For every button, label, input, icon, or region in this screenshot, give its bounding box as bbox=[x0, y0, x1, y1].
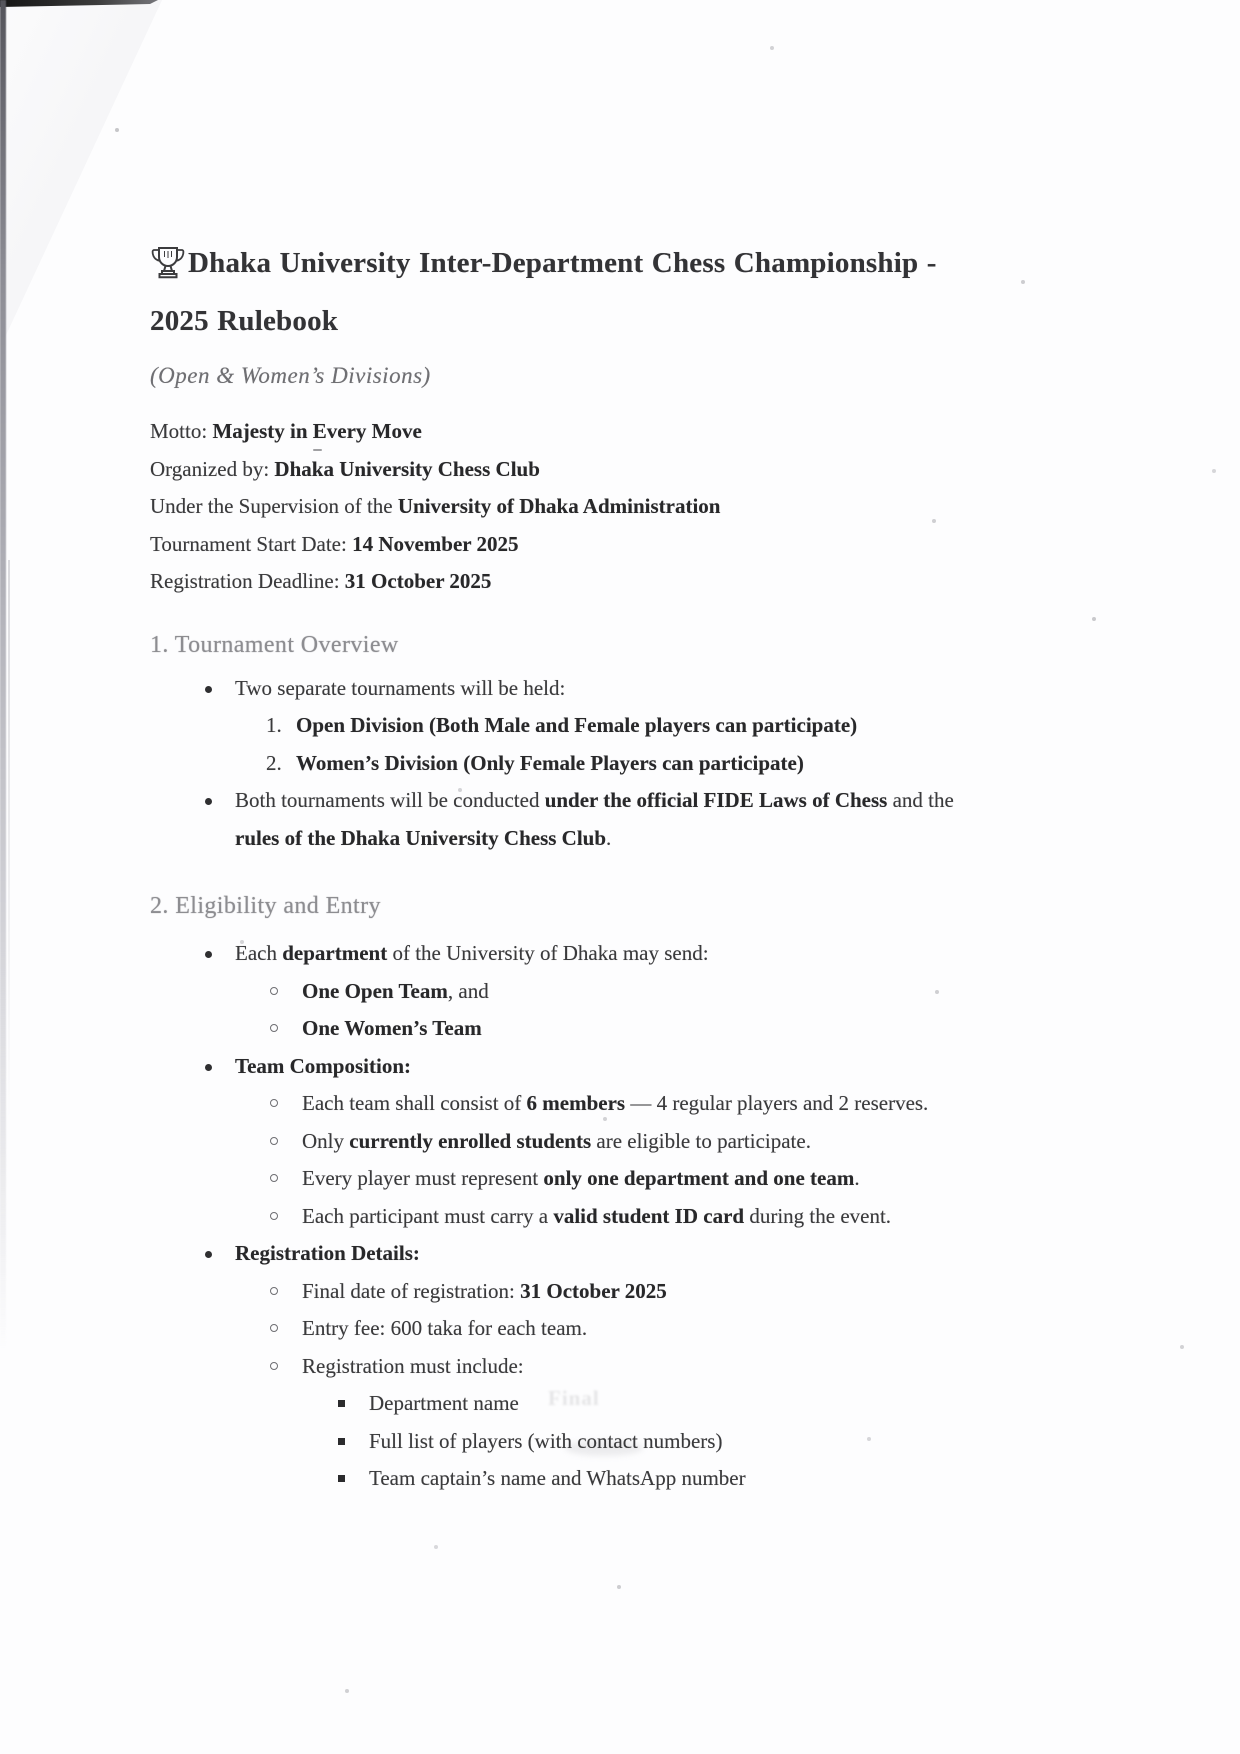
circle-bullet-icon bbox=[270, 1024, 278, 1032]
list-item bbox=[150, 1123, 1055, 1161]
list-item bbox=[150, 935, 1055, 973]
subtitle: (Open & Women’s Divisions) bbox=[150, 363, 431, 388]
list-item-text: One Open Team, and bbox=[302, 978, 489, 1003]
list-item bbox=[150, 1273, 1055, 1311]
list-item-text: Only currently enrolled students are eligible to participate. bbox=[302, 1128, 811, 1153]
title-line-2: 2025 Rulebook bbox=[150, 305, 339, 337]
list-item-text: Both tournaments will be conducted under the official FIDE Laws of Chess and the rules of the Dhaka University Chess Club. bbox=[235, 788, 954, 850]
list-item-text: Each department of the University of Dhaka may send: bbox=[235, 941, 709, 965]
list-item bbox=[150, 1198, 1055, 1236]
meta-line-motto: Motto: Majesty in Every Move bbox=[150, 419, 422, 443]
list-item bbox=[150, 782, 1055, 857]
list-item bbox=[150, 1235, 1055, 1273]
bullet-icon bbox=[205, 686, 212, 693]
square-bullet-icon bbox=[338, 1400, 345, 1407]
square-bullet-icon bbox=[338, 1475, 345, 1482]
circle-bullet-icon bbox=[270, 1174, 278, 1182]
bullet-icon bbox=[205, 798, 212, 805]
document-page bbox=[150, 234, 1055, 1498]
meta-block bbox=[150, 413, 1055, 601]
list-item-text: Team captain’s name and WhatsApp number bbox=[369, 1466, 746, 1490]
circle-bullet-icon bbox=[270, 1287, 278, 1295]
page-title bbox=[150, 234, 1055, 292]
bullet-icon bbox=[205, 1064, 212, 1071]
list-item bbox=[150, 1385, 1055, 1423]
list-item-text: Full list of players (with contact numbers) bbox=[369, 1428, 723, 1453]
list-item-text: Open Division (Both Male and Female players can participate) bbox=[296, 713, 858, 737]
number-marker: 2. bbox=[266, 750, 282, 775]
list-item-text: Each participant must carry a valid student ID card during the event. bbox=[302, 1203, 892, 1228]
list-item-text: Team Composition: bbox=[235, 1053, 411, 1078]
bullet-icon bbox=[205, 951, 212, 958]
bleed-through-text: Final bbox=[548, 1386, 600, 1410]
list-item-text: Every player must represent only one department and one team. bbox=[302, 1166, 860, 1190]
list-item-text: Each team shall consist of 6 members — 4 regular players and 2 reserves. bbox=[302, 1091, 929, 1115]
meta-line-deadline: Registration Deadline: 31 October 2025 bbox=[150, 569, 492, 593]
section-heading-eligibility-entry: 2. Eligibility and Entry bbox=[150, 893, 381, 919]
list-item bbox=[150, 1460, 1055, 1498]
list-item-text: Registration Details: bbox=[235, 1241, 420, 1265]
list-item bbox=[150, 1348, 1055, 1386]
list-item bbox=[150, 1048, 1055, 1086]
scan-left-line bbox=[8, 560, 10, 1120]
list-item bbox=[150, 707, 1055, 745]
section-heading-tournament-overview: 1. Tournament Overview bbox=[150, 631, 399, 658]
list-item-text: Final date of registration: 31 October 2025 bbox=[302, 1278, 667, 1303]
section-1-list bbox=[150, 670, 1055, 858]
list-item-text: Two separate tournaments will be held: bbox=[235, 675, 566, 700]
meta-line-organizer: Organized by: Dhaka University Chess Club bbox=[150, 456, 540, 481]
circle-bullet-icon bbox=[270, 1362, 278, 1370]
circle-bullet-icon bbox=[270, 1099, 278, 1107]
list-item-text: Women’s Division (Only Female Players can participate) bbox=[296, 750, 804, 775]
list-item bbox=[150, 973, 1055, 1011]
list-item bbox=[150, 1310, 1055, 1348]
list-item bbox=[150, 1423, 1055, 1461]
list-item bbox=[150, 1085, 1055, 1123]
trophy-icon bbox=[150, 245, 186, 279]
circle-bullet-icon bbox=[270, 1324, 278, 1332]
list-item-text: Registration must include: bbox=[302, 1353, 524, 1378]
list-item-text: Entry fee: 600 taka for each team. bbox=[302, 1316, 588, 1340]
list-item-text: Department name bbox=[369, 1391, 519, 1415]
circle-bullet-icon bbox=[270, 987, 278, 995]
bullet-icon bbox=[205, 1251, 212, 1258]
circle-bullet-icon bbox=[270, 1212, 278, 1220]
list-item bbox=[150, 670, 1055, 708]
scan-left-edge bbox=[0, 0, 6, 1350]
scan-fold-corner bbox=[0, 0, 162, 348]
list-item bbox=[150, 1160, 1055, 1198]
list-item-text: One Women’s Team bbox=[302, 1016, 482, 1040]
section-2-list bbox=[150, 935, 1055, 1498]
list-item bbox=[150, 745, 1055, 783]
title-line-1: Dhaka University Inter-Department Chess Championship - bbox=[188, 247, 937, 279]
list-item bbox=[150, 1010, 1055, 1048]
meta-line-start-date: Tournament Start Date: 14 November 2025 bbox=[150, 531, 519, 556]
number-marker: 1. bbox=[266, 713, 282, 737]
circle-bullet-icon bbox=[270, 1137, 278, 1145]
meta-line-supervision: Under the Supervision of the University of Dhaka Administration bbox=[150, 494, 721, 518]
square-bullet-icon bbox=[338, 1438, 345, 1445]
